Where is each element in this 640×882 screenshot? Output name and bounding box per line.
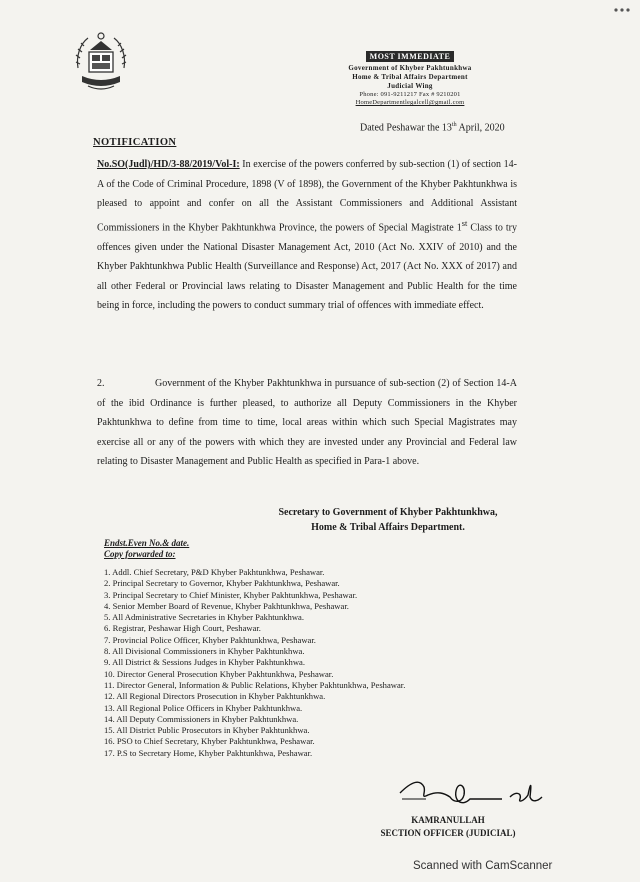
list-item: 1. Addl. Chief Secretary, P&D Khyber Pakhtunkhwa, Peshawar. xyxy=(104,567,325,577)
list-item: 14. All Deputy Commissioners in Khyber Pakhtunkhwa. xyxy=(104,713,299,724)
paragraph-2 xyxy=(97,374,517,472)
list-item: 13. All Regional Police Officers in Khyber Pakhtunkhwa. xyxy=(104,702,303,713)
endorsement-block xyxy=(104,538,189,560)
most-immediate-badge: MOST IMMEDIATE xyxy=(366,51,455,62)
notification-heading: NOTIFICATION xyxy=(93,137,177,148)
copy-distribution-list xyxy=(104,567,405,759)
letterhead-phone: Phone: 091-9211217 Fax # 9210201 xyxy=(359,91,461,98)
camscanner-watermark: Scanned with CamScanner xyxy=(413,860,553,872)
list-item: 9. All District & Sessions Judges in Khyber Pakhtunkhwa. xyxy=(104,657,305,668)
paragraph-1-text-b: Class to try offences given under the National Disaster Management Act, 2010 (Act No. XXIV of 2010) and the Khyber Pakhtunkhwa Public Health (Surveillance and Response) Act, 2017 (Act No. XXX of 2017) and all other Federal or Provincial laws relating to Disaster Management and Public Health for the time being in force, including the powers to conduct summary trial of offences with immediate effect. xyxy=(97,222,518,312)
list-item: 12. All Regional Directors Prosecution in Khyber Pakhtunkhwa. xyxy=(104,691,326,702)
letterhead-government: Government of Khyber Pakhtunkhwa xyxy=(348,64,472,72)
secretary-line-1: Secretary to Government of Khyber Pakhtunkhwa, xyxy=(278,507,498,518)
paragraph-2-text: Government of the Khyber Pakhtunkhwa in pursuance of sub-section (2) of Section 14-A of the ibid Ordinance is further pleased, to authorize all Deputy Commissioners in the Khyber Pakhtunkhwa to define from time to time, local areas within which such Special Magistrates may exercise all or any of the powers with which they are invested under any Provincial and Federal law relating to Disaster Management and Public Health as specified in Para-1 above. xyxy=(97,378,517,468)
dated-suffix: April, 2020 xyxy=(456,122,505,134)
list-item: 15. All District Public Prosecutors in Khyber Pakhtunkhwa. xyxy=(104,725,310,736)
list-item: 3. Principal Secretary to Chief Minister, Khyber Pakhtunkhwa, Peshawar. xyxy=(104,589,358,600)
copy-forwarded-label: Copy forwarded to: xyxy=(104,549,176,559)
kp-government-emblem-icon xyxy=(70,28,132,100)
paragraph-1-sup: st xyxy=(461,218,468,228)
list-item: 16. PSO to Chief Secretary, Khyber Pakhtunkhwa, Peshawar. xyxy=(104,736,315,747)
list-item: 4. Senior Member Board of Revenue, Khyber Pakhtunkhwa, Peshawar. xyxy=(104,600,349,611)
list-item: 11. Director General, Information & Public Relations, Khyber Pakhtunkhwa, Peshawar. xyxy=(104,679,406,690)
dated-sup: th xyxy=(451,122,457,128)
letterhead-wing: Judicial Wing xyxy=(387,82,433,90)
officer-name: KAMRANULLAH xyxy=(411,815,485,825)
list-item: 10. Director General Prosecution Khyber Pakhtunkhwa, Peshawar. xyxy=(104,668,334,679)
paragraph-2-number: 2. xyxy=(97,378,105,389)
secretary-signature-block xyxy=(268,505,508,535)
list-item: 8. All Divisional Commissioners in Khyber Pakhtunkhwa. xyxy=(104,646,305,657)
reference-number: No.SO(Judl)/HD/3-88/2019/Vol-I: xyxy=(97,159,240,170)
letterhead-department: Home & Tribal Affairs Department xyxy=(352,73,468,81)
list-item: 2. Principal Secretary to Governor, Khyber Pakhtunkhwa, Peshawar. xyxy=(104,578,340,589)
more-options-icon[interactable] xyxy=(612,4,632,16)
dated-line xyxy=(360,122,505,133)
letterhead xyxy=(290,46,530,107)
list-item: 7. Provincial Police Officer, Khyber Pakhtunkhwa, Peshawar. xyxy=(104,634,316,645)
list-item: 17. P.S to Secretary Home, Khyber Pakhtunkhwa, Peshawar. xyxy=(104,747,313,758)
list-item: 5. All Administrative Secretaries in Khyber Pakhtunkhwa. xyxy=(104,612,305,623)
paragraph-1-text-a: In exercise of the powers conferred by sub-section (1) of section 14-A of the Code of Criminal Procedure, 1898 (V of 1898), the Government of the Khyber Pakhtunkhwa is pleased to appoint and confer on all the Assistant Commissioners and Additional Assistant Commissioners in the Khyber Pakhtunkhwa Province, the powers of Special Magistrate 1 xyxy=(97,159,517,234)
list-item: 6. Registrar, Peshawar High Court, Peshawar. xyxy=(104,623,261,634)
officer-title: SECTION OFFICER (JUDICIAL) xyxy=(380,828,516,838)
letterhead-email: HomeDepartmentlegalcell@gmail.com xyxy=(355,99,465,106)
dated-prefix: Dated Peshawar the 13 xyxy=(360,122,452,134)
officer-block xyxy=(378,814,518,840)
paragraph-1 xyxy=(97,155,517,316)
secretary-line-2: Home & Tribal Affairs Department. xyxy=(311,522,465,533)
handwritten-signature xyxy=(398,773,546,813)
endorsement-number: Endst.Even No.& date. xyxy=(104,538,190,548)
